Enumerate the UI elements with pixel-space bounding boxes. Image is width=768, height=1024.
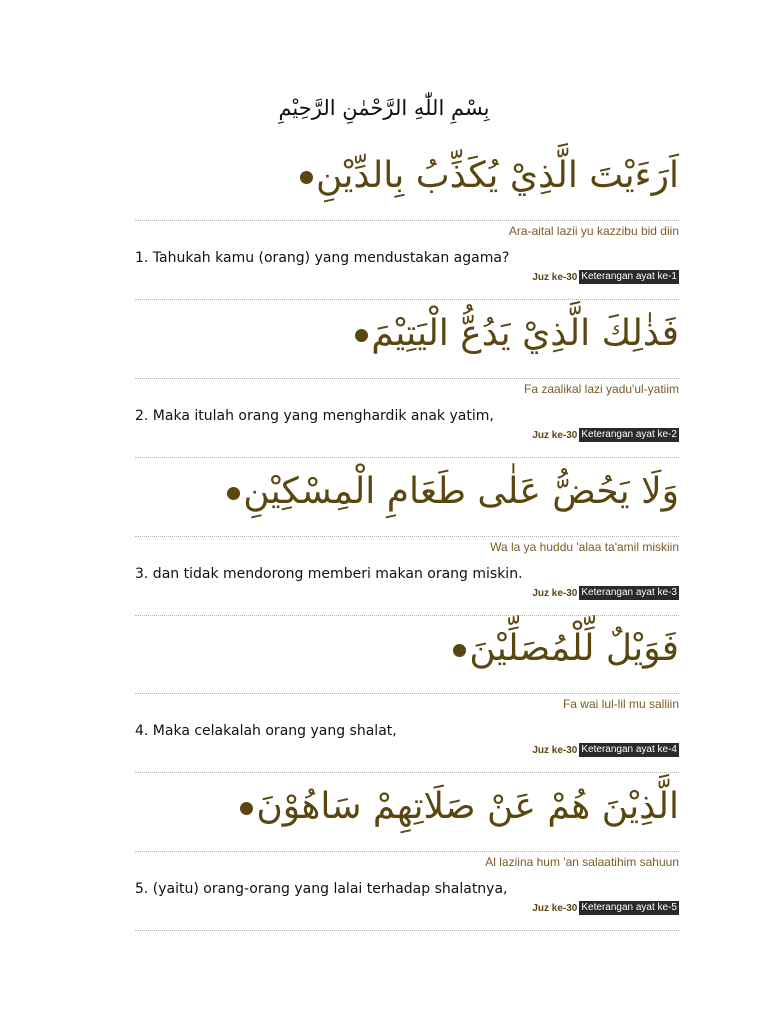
verse-meta xyxy=(532,270,679,284)
translation: 5. (yaitu) orang-orang yang lalai terhadap shalatnya, xyxy=(135,881,508,897)
arabic-verse-text: فَذٰلِكَ الَّذِيْ يَدُعُّ الْيَتِيْمَ xyxy=(371,313,679,354)
verse-end-dot-icon xyxy=(355,329,368,342)
juz-label: Juz ke-30 xyxy=(532,587,578,599)
verse-end-dot-icon xyxy=(227,487,240,500)
verse-block xyxy=(135,459,679,617)
arabic-verse-line xyxy=(135,459,679,525)
verse-block xyxy=(135,143,679,301)
juz-label: Juz ke-30 xyxy=(532,902,578,914)
verse-end-dot-icon xyxy=(240,802,253,815)
translation: 3. dan tidak mendorong memberi makan orang miskin. xyxy=(135,566,523,582)
verse-meta xyxy=(532,901,679,915)
transliteration: Wa la ya huddu 'alaa ta'amil miskiin xyxy=(490,540,679,554)
arabic-verse-text: اَرَءَيْتَ الَّذِيْ يُكَذِّبُ بِالدِّيْنِ xyxy=(315,155,679,196)
divider xyxy=(135,536,679,537)
divider xyxy=(135,299,679,300)
verse-block xyxy=(135,616,679,774)
juz-label: Juz ke-30 xyxy=(532,429,578,441)
transliteration: Fa zaalikal lazi yadu'ul-yatiim xyxy=(523,382,679,396)
divider xyxy=(135,772,679,773)
juz-label: Juz ke-30 xyxy=(532,744,578,756)
verse-end-dot-icon xyxy=(453,644,466,657)
verse-end-dot-icon xyxy=(300,171,313,184)
transliteration: Ara-aital lazii yu kazzibu bid diin xyxy=(508,224,679,238)
arabic-verse-text: وَلَا يَحُضُّ عَلٰى طَعَامِ الْمِسْكِيْنِ xyxy=(243,471,679,512)
divider xyxy=(135,220,679,221)
arabic-verse-line xyxy=(135,301,679,367)
arabic-verse-line xyxy=(135,143,679,209)
translation: 2. Maka itulah orang yang menghardik anak yatim, xyxy=(135,408,494,424)
keterangan-link[interactable]: Keterangan ayat ke-2 xyxy=(581,429,677,440)
juz-label: Juz ke-30 xyxy=(532,271,578,283)
keterangan-link[interactable]: Keterangan ayat ke-5 xyxy=(581,902,677,913)
divider xyxy=(135,378,679,379)
arabic-verse-text: فَوَيْلٌ لِّلْمُصَلِّيْنَ xyxy=(469,628,679,669)
basmala-heading: بِسْمِ اللّٰهِ الرَّحْمٰنِ الرَّحِيْمِ xyxy=(278,96,490,120)
arabic-verse-line xyxy=(135,774,679,840)
divider xyxy=(135,851,679,852)
divider xyxy=(135,457,679,458)
verse-meta xyxy=(532,586,679,600)
divider xyxy=(135,930,679,931)
translation: 4. Maka celakalah orang yang shalat, xyxy=(135,723,397,739)
verse-meta xyxy=(532,743,679,757)
translation: 1. Tahukah kamu (orang) yang mendustakan agama? xyxy=(135,250,510,266)
verse-block xyxy=(135,774,679,932)
keterangan-link[interactable]: Keterangan ayat ke-4 xyxy=(581,744,677,755)
transliteration: Fa wai lul-lil mu salliin xyxy=(562,697,679,711)
arabic-verse-line xyxy=(135,616,679,682)
verse-meta xyxy=(532,428,679,442)
transliteration: Al laziina hum 'an salaatihim sahuun xyxy=(485,855,679,869)
arabic-verse-text: الَّذِيْنَ هُمْ عَنْ صَلَاتِهِمْ سَاهُوْنَ xyxy=(256,786,679,827)
divider xyxy=(135,693,679,694)
verse-block xyxy=(135,301,679,459)
keterangan-link[interactable]: Keterangan ayat ke-1 xyxy=(581,271,677,282)
keterangan-link[interactable]: Keterangan ayat ke-3 xyxy=(581,587,677,598)
